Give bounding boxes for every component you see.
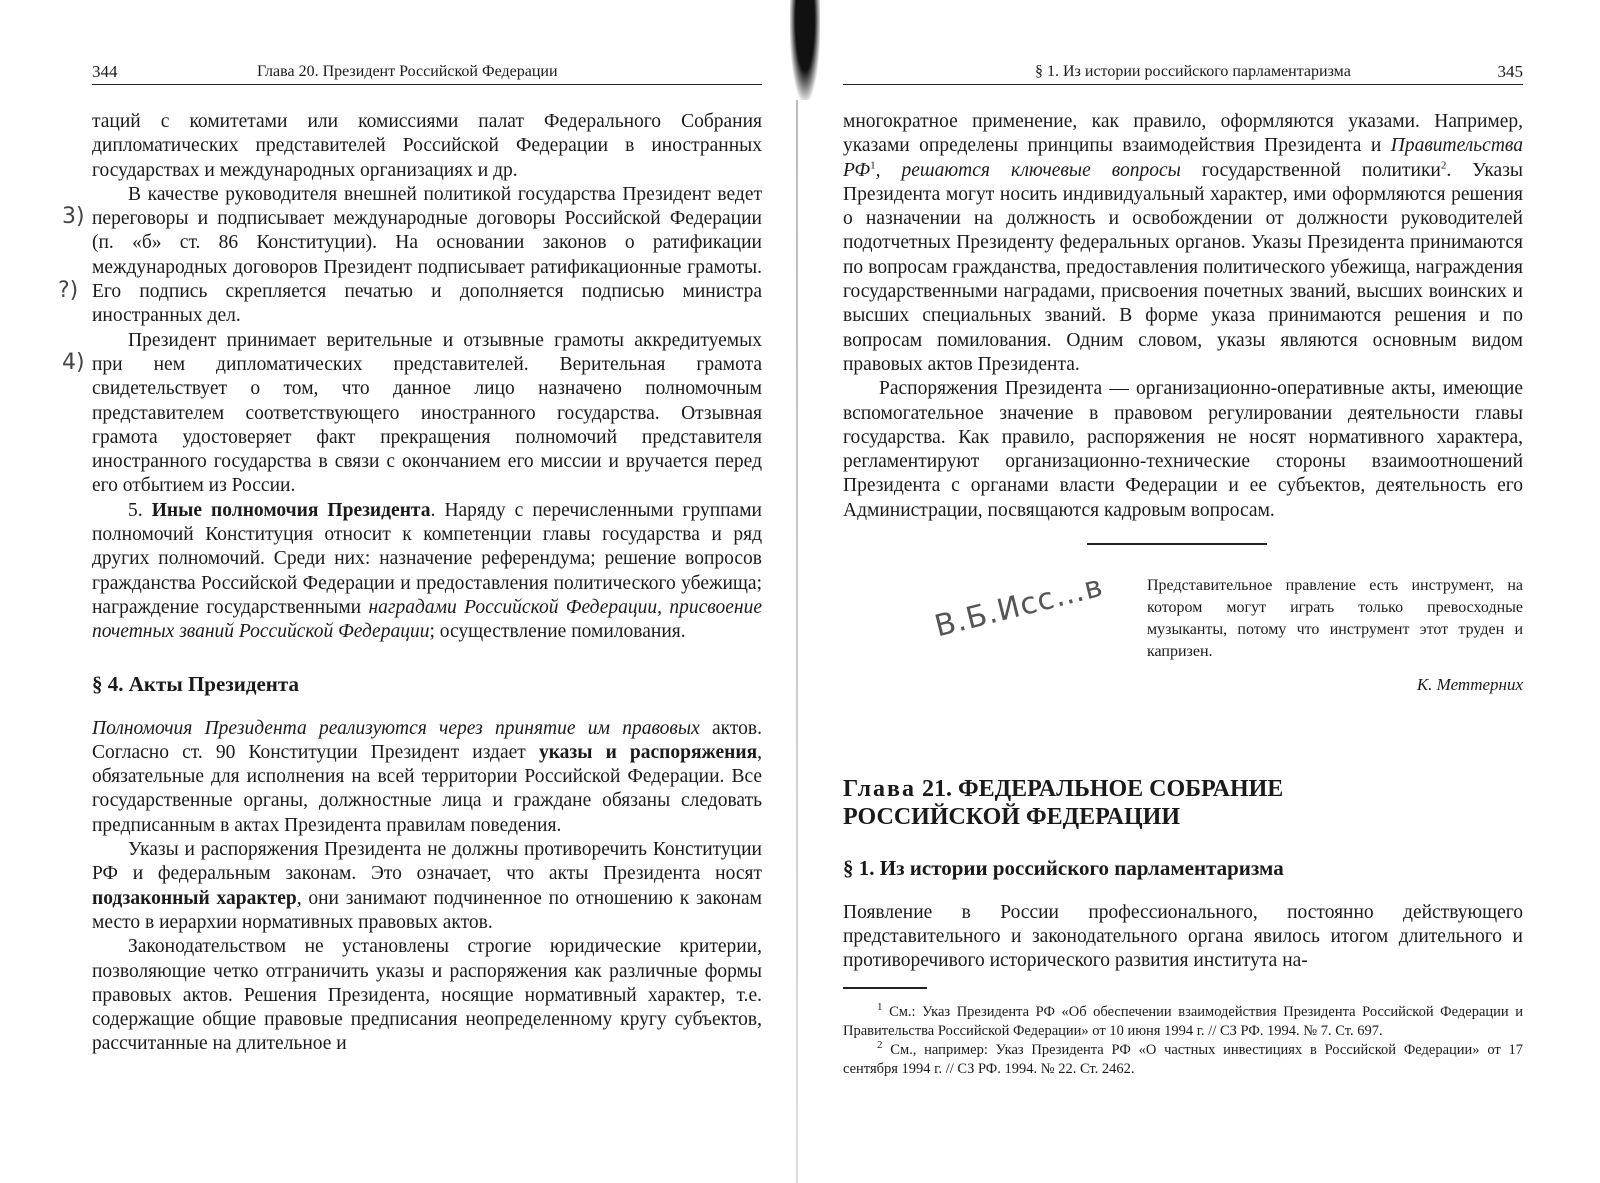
- footnote-ref[interactable]: 2: [1440, 159, 1447, 172]
- section-heading: § 1. Из истории российского парламентаризма: [843, 855, 1284, 880]
- right-page-number: 345: [1497, 62, 1523, 81]
- paragraph-text: Указы и распоряжения Президента не должны противоречить Конституции РФ и федеральным законам. Это означает, что акты Президента носят: [92, 839, 762, 885]
- right-page: [800, 0, 1600, 1183]
- footnote-1: [843, 1003, 1523, 1041]
- paragraph: В качестве руководителя внешней политикой государства Президент ведет переговоры и подписывает международные договоры Российской Федерации (п. «б» ст. 86 Конституции). На основании законов о ратификации международных договоров Президент подписывает ратификационные грамоты. Его подпись скрепляется печатью и дополняется подписью министра иностранных дел.: [92, 183, 762, 327]
- chapter-title-line2: РОССИЙСКОЙ ФЕДЕРАЦИИ: [843, 803, 1181, 830]
- footnotes: [843, 1003, 1523, 1079]
- italic-text: Правительства РФ: [843, 135, 1523, 181]
- right-running-title: § 1. Из истории российского парламентаризма: [1035, 63, 1351, 80]
- bold-term: Иные полномочия Президента: [151, 499, 431, 521]
- footnote-divider: [843, 987, 927, 989]
- chapter-label: Глава: [843, 775, 916, 802]
- left-page-number: 344: [92, 62, 118, 81]
- margin-note-mark: 4): [62, 350, 85, 375]
- chapter-heading: [843, 775, 1523, 831]
- paragraph: Появление в России профессионального, постоянно действующего представительного и законодательного органа явилось итогом длительного и противоречивого исторического развития института на-: [843, 901, 1523, 972]
- paragraph-acts: [92, 717, 762, 838]
- paragraph-decrees: [843, 110, 1523, 377]
- paragraph-other-powers: [92, 499, 762, 645]
- footnote-ref[interactable]: 1: [870, 159, 876, 172]
- epigraph-block: [843, 545, 1523, 735]
- paragraph-subordinate: [92, 838, 762, 935]
- footnote-text: См.: Указ Президента РФ «Об обеспечении взаимодействия Президента Российской Федерации и Правительства Российской Федерации» от 10 июня 1994 г. // СЗ РФ. 1994. № 7. Ст. 697.: [843, 1003, 1523, 1039]
- chapter-title-line1: 21. ФЕДЕРАЛЬНОЕ СОБРАНИЕ: [916, 775, 1284, 802]
- left-running-title: Глава 20. Президент Российской Федерации: [257, 63, 558, 80]
- footnote-2: [843, 1041, 1523, 1079]
- bold-term: подзаконный характер: [92, 887, 297, 909]
- right-body-text: [843, 110, 1523, 1079]
- paragraph: Распоряжения Президента — организационно-оперативные акты, имеющие вспомогательное значение в правовом регулировании деятельности главы государства. Как правило, распоряжения не носят нормативного характера, регламентируют организационно-технические стороны взаимоотношений Президента с органами власти Федерации и ее субъектов, деятельность его Администрации, посвящаются кадровым вопросам.: [843, 378, 1523, 521]
- paragraph: таций с комитетами или комиссиями палат Федерального Собрания дипломатических представителей Российской Федерации в иностранных государствах и международных организациях и др.: [92, 111, 762, 181]
- section-heading: § 4. Акты Президента: [92, 671, 299, 696]
- footnote-number: 1: [877, 1001, 883, 1014]
- paragraph-text: . Указы Президента могут носить индивидуальный характер, ими оформляются решения о назначении на должность и освобождении от должности руководителей подотчетных Президенту федеральных органов. Указы Президента принимаются по вопросам гражданства, предоставления политического убежища, награждения государственными наградами, присвоения почетных званий, высших воинских и высших специальных званий. В форме указа принимаются решения и по вопросам помилования. Одним словом, указы являются основным видом правовых актов Президента.: [843, 159, 1523, 375]
- right-running-head: [843, 58, 1523, 85]
- epigraph-author: К. Меттерних: [1416, 674, 1523, 694]
- italic-text: наградами Российской Федерации, присвоение почетных званий Российской Федерации: [92, 596, 762, 643]
- paragraph-text: , они занимают подчиненное по отношению к законам место в иерархии нормативных правовых актов.: [92, 887, 762, 933]
- paragraph-text: актов. Согласно ст. 90 Конституции Президент издает: [92, 717, 762, 763]
- paragraph: Президент принимает верительные и отзывные грамоты аккредитуемых при нем дипломатических представителей. Верительная грамота свидетельствует о том, что данное лицо назначено полномочным представителем соответствующего иностранного государства. Отзывная грамота удостоверяет факт прекращения полномочий представителя иностранного государства в связи с окончанием его миссии и вручается перед его отбытием из России.: [92, 329, 762, 497]
- margin-note-mark: 3): [62, 204, 85, 229]
- footnote-text: См., например: Указ Президента РФ «О частных инвестициях в Российской Федерации» от 17 сентября 1994 г. // СЗ РФ. 1994. № 22. Ст. 2462.: [843, 1041, 1524, 1077]
- paragraph-text: государственной политики: [1180, 159, 1441, 181]
- footnote-number: 2: [877, 1039, 883, 1052]
- left-running-head: [92, 58, 762, 85]
- italic-text: Полномочия Президента реализуются через принятие им правовых: [92, 717, 700, 739]
- item-number: 5.: [128, 499, 143, 521]
- paragraph-text: . Наряду с перечисленными группами полномочий Конституция относит к компетенции главы государства и ряд других полномочий. Среди них: назначение референдума; решение вопросов гражданства Российской Федерации и предоставления политического убежища; награждение государственными: [92, 499, 762, 618]
- left-body-text: [92, 110, 762, 1057]
- paragraph-text: ; осуществление помилования.: [429, 621, 686, 643]
- paragraph-text: , обязательные для исполнения на всей территории Российской Федерации. Все государственные органы, должностные лица и граждане обязаны следовать предписанным в актах Президента правилам поведения.: [92, 741, 762, 836]
- epigraph-text: Представительное правление есть инструмент, на котором могут играть только превосходные музыканты, потому что инструмент этот труден и капризен.: [1147, 576, 1523, 660]
- handwritten-signature: В.Б.Исс…в: [931, 568, 1107, 644]
- italic-text: , решаются ключевые вопросы: [875, 159, 1181, 181]
- paragraph: Законодательством не установлены строгие юридические критерии, позволяющие четко отграничить указы и распоряжения как различные формы правовых актов. Решения Президента, носящие нормативный характер, т.е. содержащие общие правовые предписания неопределенному кругу субъектов, рассчитанные на длительное и: [92, 936, 762, 1055]
- margin-note-mark: ?): [58, 278, 79, 303]
- paragraph-text: многократное применение, как правило, оформляются указами. Например, указами определены принципы взаимодействия Президента и: [843, 111, 1523, 157]
- bold-term: указы и распоряжения: [538, 741, 758, 763]
